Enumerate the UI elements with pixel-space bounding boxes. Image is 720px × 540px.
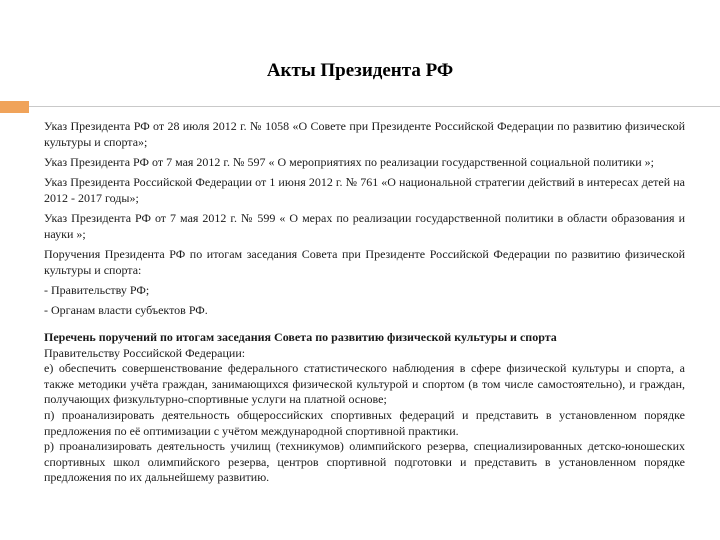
addressee-government: - Правительству РФ; bbox=[44, 283, 150, 297]
instructions-addressee: Правительству Российской Федерации: bbox=[44, 345, 246, 360]
title-divider bbox=[29, 106, 720, 107]
addressee-regional-authorities: - Органам власти субъектов РФ. bbox=[44, 303, 208, 317]
instruction-item-e: е) обеспечить совершенствование федерального статистического наблюдения в сфере физической культуры и спорта, а также методики учёта граждан, занимающихся физической культурой и спортом (в том числе самостоятельно), и граждан, получающих физкультурно-спортивные услуги на платной основе; bbox=[44, 361, 685, 407]
instruction-item-r: р) проанализировать деятельность училищ (техникумов) олимпийского резерва, специализированных детско-юношеских спортивных школ олимпийского резерва, центров спортивной подготовки и представить в установленном порядке предложения по их дальнейшему развитию. bbox=[44, 439, 685, 485]
president-instructions: Поручения Президента РФ по итогам заседания Совета при Президенте Российской Федерации по развитию физической культуры и спорта: bbox=[44, 247, 685, 277]
slide-title: Акты Президента РФ bbox=[266, 60, 454, 81]
instruction-item-p: п) проанализировать деятельность общероссийских спортивных федераций и представить в установленном порядке предложения по её оптимизации с учётом международной спортивной практики. bbox=[44, 407, 685, 438]
decree-599: Указ Президента РФ от 7 мая 2012 г. № 599 « О мерах по реализации государственной политики в области образования и науки »; bbox=[44, 211, 685, 241]
decree-597: Указ Президента РФ от 7 мая 2012 г. № 597 « О мероприятиях по реализации государственной социальной политики »; bbox=[44, 155, 654, 169]
slide-body bbox=[44, 118, 685, 486]
decree-761: Указ Президента Российской Федерации от 1 июня 2012 г. № 761 «О национальной стратегии действий в интересах детей на 2012 - 2017 годы»; bbox=[44, 175, 685, 205]
accent-block bbox=[0, 101, 29, 113]
instructions-heading: Перечень поручений по итогам заседания Совета по развитию физической культуры и спорта bbox=[44, 330, 557, 344]
decree-1058: Указ Президента РФ от 28 июля 2012 г. № 1058 «О Совете при Президенте Российской Федерации по развитию физической культуры и спорта»; bbox=[44, 119, 685, 149]
